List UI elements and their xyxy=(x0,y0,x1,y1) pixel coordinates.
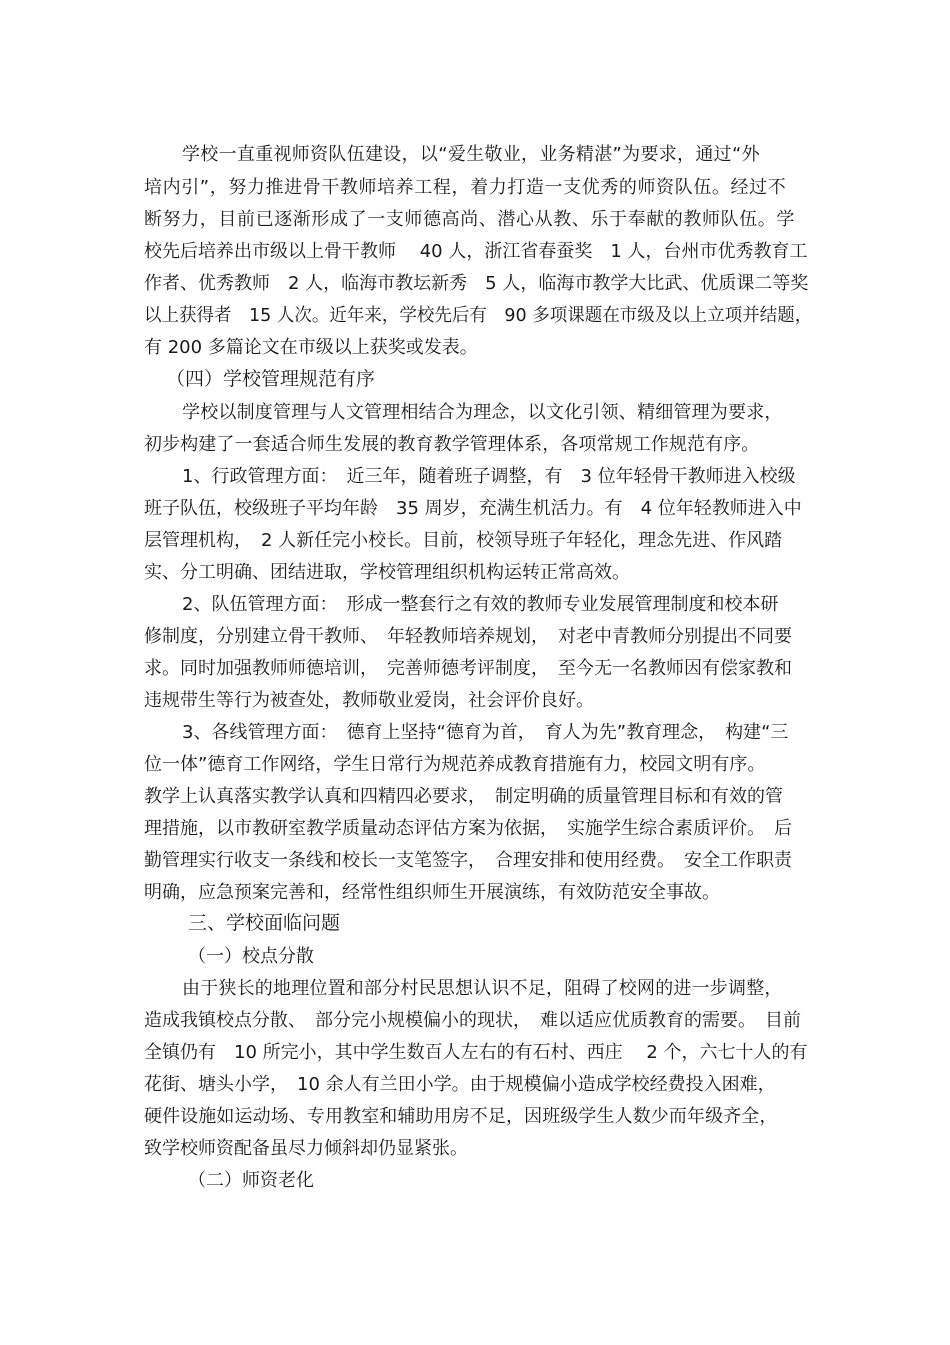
paragraph-line: 班子队伍，校级班子平均年龄 35 周岁，充满生机活力。有 4 位年轻教师进入中 xyxy=(144,498,802,519)
subsection-heading: （一）校点分散 xyxy=(188,946,314,967)
paragraph-line: 勤管理实行收支一条线和校长一支笔签字， 合理安排和使用经费。 安全工作职责 xyxy=(144,850,792,871)
paragraph-line: 1、行政管理方面： 近三年，随着班子调整，有 3 位年轻骨干教师进入校级 xyxy=(182,466,796,487)
paragraph-line: 2、队伍管理方面： 形成一整套行之有效的教师专业发展管理制度和校本研 xyxy=(182,594,779,615)
paragraph-line: 校先后培养出市级以上骨干教师 40 人，浙江省春蚕奖 1 人，台州市优秀教育工 xyxy=(144,241,808,262)
paragraph-line: 3、各线管理方面： 德育上坚持“德育为首， 育人为先”教育理念， 构建“三 xyxy=(182,722,789,743)
paragraph-line: 造成我镇校点分散、 部分完小规模偏小的现状， 难以适应优质教育的需要。 目前 xyxy=(144,1010,801,1031)
paragraph-line: 教学上认真落实教学认真和四精四必要求， 制定明确的质量管理目标和有效的管 xyxy=(144,786,783,807)
paragraph-line: 以上获得者 15 人次。近年来，学校先后有 90 多项课题在市级及以上立项并结题， xyxy=(144,305,813,326)
paragraph-line: 求。同时加强教师师德培训， 完善师德考评制度， 至今无一名教师因有偿家教和 xyxy=(144,658,792,679)
paragraph-line: 硬件设施如运动场、专用教室和辅助用房不足，因班级学生人数少而年级齐全， xyxy=(144,1106,778,1127)
subsection-heading: （二）师资老化 xyxy=(188,1170,314,1191)
paragraph-line: 初步构建了一套适合师生发展的教育教学管理体系，各项常规工作规范有序。 xyxy=(144,434,760,455)
paragraph-line: 断努力，目前已逐渐形成了一支师德高尚、潜心从教、乐于奉献的教师队伍。学 xyxy=(144,209,795,230)
paragraph-line: 有 200 多篇论文在市级以上获奖或发表。 xyxy=(144,337,478,358)
paragraph-line: 明确，应急预案完善和，经常性组织师生开展演练，有效防范安全事故。 xyxy=(144,882,720,903)
paragraph-line: 培内引”，努力推进骨干教师培养工程，着力打造一支优秀的师资队伍。经过不 xyxy=(144,177,787,198)
paragraph-line: 学校一直重视师资队伍建设，以“爱生敬业，业务精湛”为要求，通过“外 xyxy=(182,144,760,165)
paragraph-line: 修制度，分别建立骨干教师、 年轻教师培养规划， 对老中青教师分别提出不同要 xyxy=(144,626,792,647)
paragraph-line: 层管理机构， 2 人新任完小校长。目前，校领导班子年轻化，理念先进、作风踏 xyxy=(144,530,783,551)
paragraph-line: 位一体”德育工作网络，学生日常行为规范养成教育措施有力，校园文明有序。 xyxy=(144,754,766,775)
section-heading: 三、学校面临问题 xyxy=(188,912,341,934)
paragraph-line: 理措施，以市教研室教学质量动态评估方案为依据， 实施学生综合素质评价。 后 xyxy=(144,818,792,839)
paragraph-line: 全镇仍有 10 所完小，其中学生数百人左右的有石村、西庄 2 个，六七十人的有 xyxy=(144,1042,808,1063)
paragraph-line: 花街、塘头小学， 10 余人有兰田小学。由于规模偏小造成学校经费投入困难， xyxy=(144,1074,776,1095)
paragraph-line: 实、分工明确、团结进取，学校管理组织机构运转正常高效。 xyxy=(144,562,630,583)
paragraph-line: 由于狭长的地理位置和部分村民思想认识不足，阻碍了校网的进一步调整， xyxy=(182,978,783,999)
section-heading: （四）学校管理规范有序 xyxy=(166,368,376,390)
paragraph-line: 作者、优秀教师 2 人，临海市教坛新秀 5 人，临海市教学大比武、优质课二等奖 xyxy=(144,273,809,294)
paragraph-line: 违规带生等行为被查处，教师敬业爱岗，社会评价良好。 xyxy=(144,690,594,711)
paragraph-line: 学校以制度管理与人文管理相结合为理念，以文化引领、精细管理为要求， xyxy=(182,402,783,423)
paragraph-line: 致学校师资配备虽尽力倾斜却仍显紧张。 xyxy=(144,1138,468,1159)
